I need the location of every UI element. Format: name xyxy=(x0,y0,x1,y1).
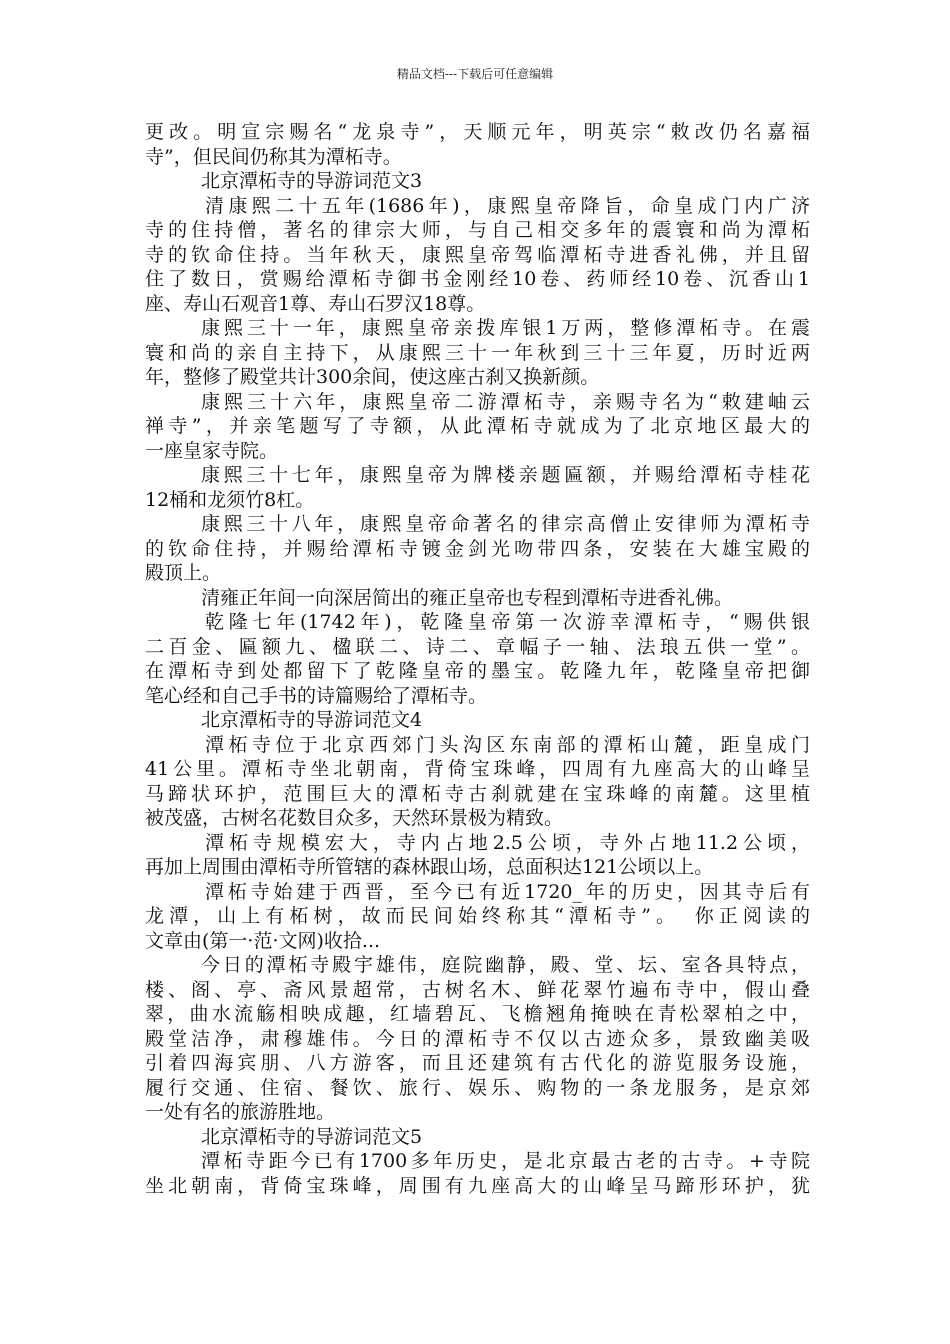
document-body xyxy=(145,120,810,1198)
section-heading: 北京潭柘寺的导游词范文4 xyxy=(201,709,423,731)
text-line: 寺的住持僧，著名的律宗大师，与自己相交多年的震寰和尚为潭柘 xyxy=(145,219,810,241)
text-line: 住了数日，赏赐给潭柘寺御书金刚经10卷、药师经10卷、沉香山1 xyxy=(145,268,810,290)
text-line: 一处有名的旅游胜地。 xyxy=(145,1101,336,1123)
text-line: 引着四海宾朋、八方游客，而且还建筑有古代化的游览服务设施， xyxy=(145,1052,810,1074)
text-line: 12桶和龙须竹8杠。 xyxy=(145,488,315,511)
section-heading: 北京潭柘寺的导游词范文3 xyxy=(201,170,423,192)
text-line: 41公里。潭柘寺坐北朝南，背倚宝珠峰，四周有九座高大的山峰呈 xyxy=(145,758,810,780)
text-line: 年，整修了殿堂共计300余间，使这座古刹又换新颜。 xyxy=(145,366,600,388)
text-line: 二百金、匾额九、楹联二、诗二、章幅子一轴、法琅五供一堂”。 xyxy=(145,635,810,658)
text-line: 文章由(第一·范·文网)收拾... xyxy=(145,929,381,952)
text-line: 殿顶上。 xyxy=(145,562,222,584)
text-line: 清康熙二十五年(1686年)，康熙皇帝降旨，命皇成门内广济 xyxy=(205,194,810,217)
text-line: 禅寺”，并亲笔题写了寺额，从此潭柘寺就成为了北京地区最大的 xyxy=(145,415,810,437)
text-line: 翠，曲水流觞相映成趣，红墙碧瓦、飞檐翘角掩映在青松翠柏之中， xyxy=(145,1003,810,1025)
text-line: 更改。明宣宗赐名“龙泉寺”，天顺元年，明英宗“敕改仍名嘉福 xyxy=(145,121,810,143)
text-line: 笔心经和自己手书的诗篇赐给了潭柘寺。 xyxy=(145,684,488,707)
text-line: 寺”，但民间仍称其为潭柘寺。 xyxy=(145,145,402,168)
text-line: 潭柘寺位于北京西郊门头沟区东南部的潭柘山麓，距皇成门 xyxy=(205,733,810,756)
text-line: 清雍正年间一向深居简出的雍正皇帝也专程到潭柘寺进香礼佛。 xyxy=(201,586,734,609)
text-line: 潭柘寺始建于西晋，至今已有近1720_年的历史，因其寺后有 xyxy=(205,880,810,903)
text-line: 一座皇家寺院。 xyxy=(145,439,279,462)
text-line: 在潭柘寺到处都留下了乾隆皇帝的墨宝。乾隆九年，乾隆皇帝把御 xyxy=(145,660,810,682)
text-line: 坐北朝南，背倚宝珠峰，周围有九座高大的山峰呈马蹄形环护，犹 xyxy=(145,1174,810,1197)
page-header: 精品文档---下载后可任意编辑 xyxy=(396,67,554,81)
text-line: 康熙三十一年，康熙皇帝亲拨库银1万两，整修潭柘寺。在震 xyxy=(201,317,810,339)
text-line: 的钦命住持，并赐给潭柘寺镀金剑光吻带四条，安装在大雄宝殿的 xyxy=(145,537,810,560)
text-line: 今日的潭柘寺殿宇雄伟，庭院幽静，殿、堂、坛、室各具特点， xyxy=(201,954,810,976)
text-line: 潭柘寺规模宏大，寺内占地2.5公顷，寺外占地11.2公顷， xyxy=(205,831,810,854)
text-line: 康熙三十八年，康熙皇帝命著名的律宗高僧止安律师为潭柘寺 xyxy=(201,513,810,535)
text-line: 潭柘寺距今已有1700多年历史，是北京最古老的古寺。+寺院 xyxy=(201,1150,810,1172)
text-line: 被茂盛，古树名花数目众多，天然环景极为精致。 xyxy=(145,807,564,829)
text-line: 殿堂洁净，肃穆雄伟。今日的潭柘寺不仅以古迹众多，景致幽美吸 xyxy=(145,1027,810,1050)
text-line: 履行交通、住宿、餐饮、旅行、娱乐、购物的一条龙服务，是京郊 xyxy=(145,1076,810,1099)
text-line: 寰和尚的亲自主持下，从康熙三十一年秋到三十三年夏，历时近两 xyxy=(145,341,810,364)
text-line: 座、寿山石观音1尊、寿山石罗汉18尊。 xyxy=(145,292,486,315)
text-line: 楼、阁、亭、斋风景超常，古树名木、鲜花翠竹遍布寺中，假山叠 xyxy=(145,978,810,1001)
text-line: 再加上周围由潭柘寺所管辖的森林跟山场，总面积达121公顷以上。 xyxy=(145,856,714,878)
text-line: 马蹄状环护，范围巨大的潭柘寺古刹就建在宝珠峰的南麓。这里植 xyxy=(145,782,810,805)
text-line: 乾隆七年(1742年)，乾隆皇帝第一次游幸潭柘寺，“赐供银 xyxy=(205,611,810,633)
text-line: 龙潭，山上有柘树，故而民间始终称其“潭柘寺”。 你正阅读的 xyxy=(145,905,810,927)
text-line: 寺的钦命住持。当年秋天，康熙皇帝驾临潭柘寺进香礼佛，并且留 xyxy=(145,243,810,266)
text-line: 康熙三十七年，康熙皇帝为牌楼亲题匾额，并赐给潭柘寺桂花 xyxy=(201,464,810,486)
section-heading: 北京潭柘寺的导游词范文5 xyxy=(201,1125,423,1148)
text-line: 康熙三十六年，康熙皇帝二游潭柘寺，亲赐寺名为“敕建岫云 xyxy=(201,390,810,413)
